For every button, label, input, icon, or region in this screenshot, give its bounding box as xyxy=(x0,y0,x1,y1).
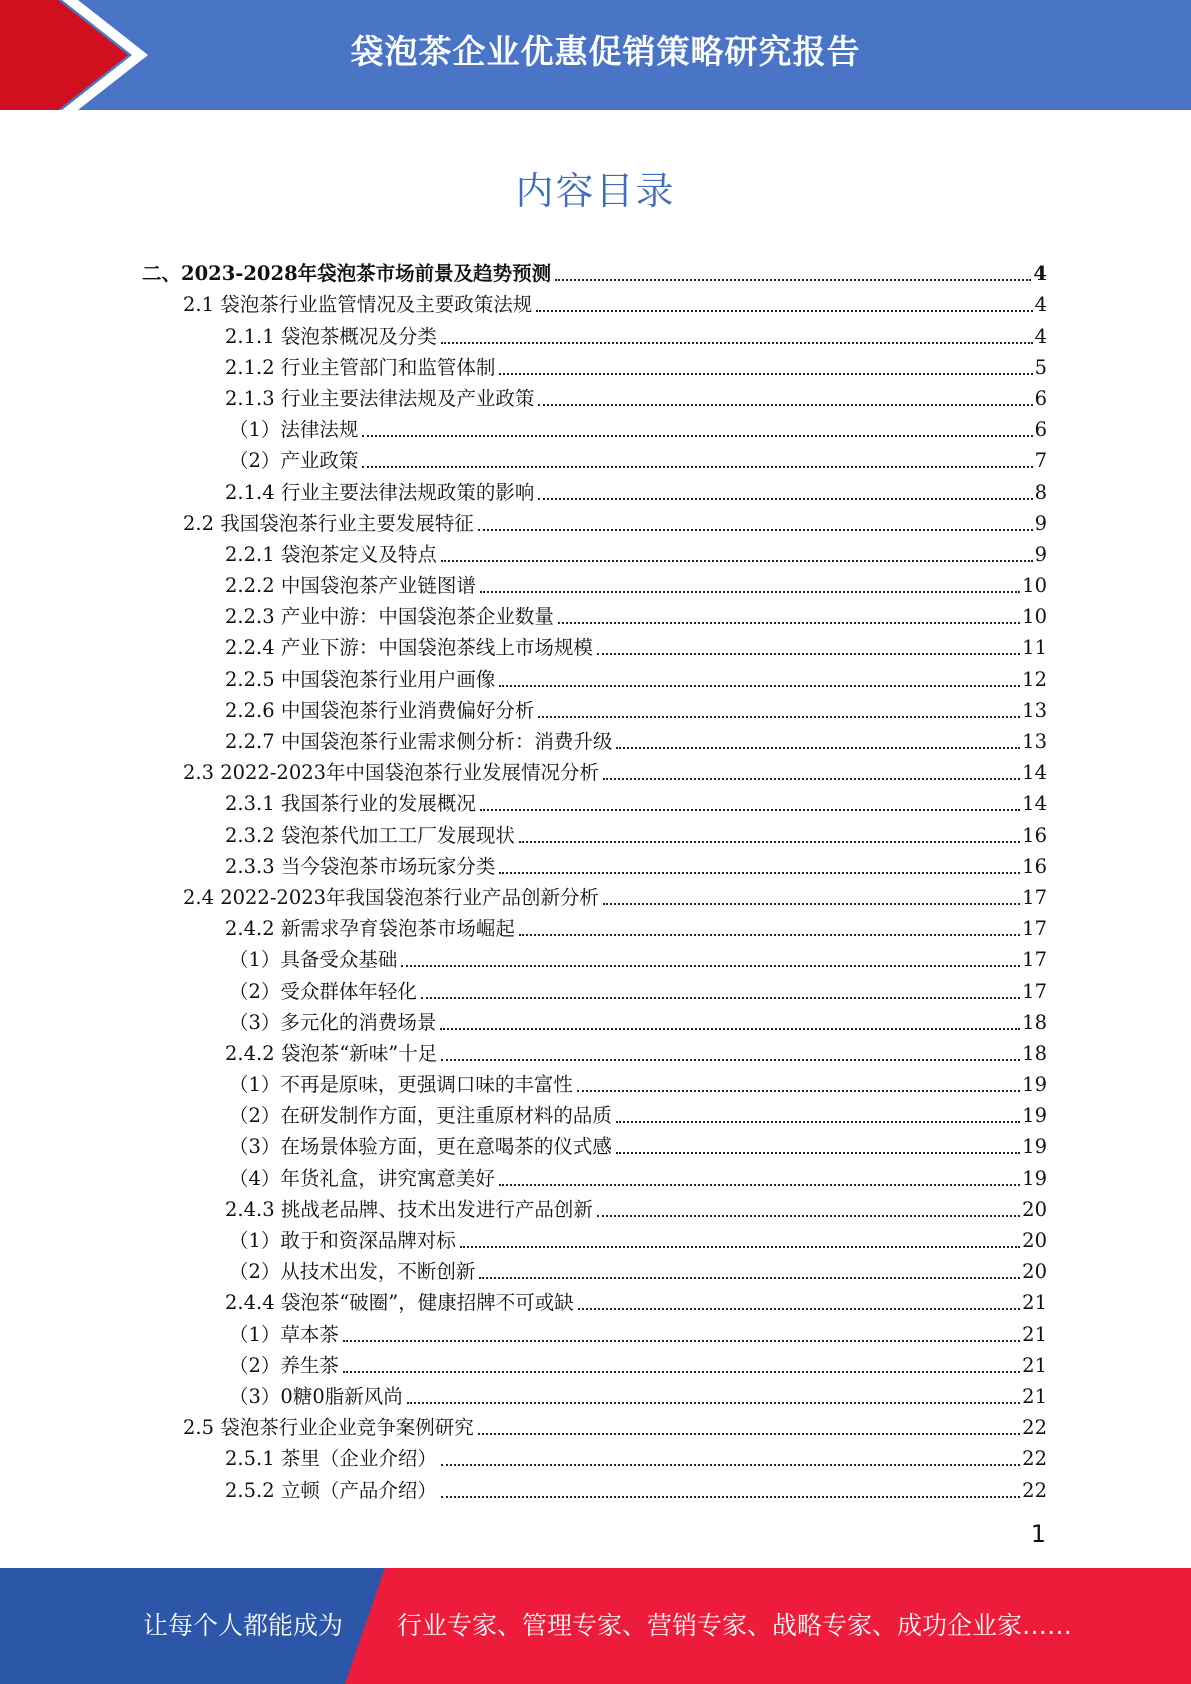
toc-entry-page: 21 xyxy=(1022,1384,1047,1408)
toc-dot-leader xyxy=(362,434,1032,437)
toc-entry[interactable] xyxy=(0,410,1191,441)
toc-dot-leader xyxy=(538,715,1020,718)
toc-dot-leader xyxy=(616,1120,1020,1123)
toc-entry[interactable] xyxy=(0,628,1191,659)
toc-entry-title: 2.2 我国袋泡茶行业主要发展特征 xyxy=(183,511,474,535)
toc-entry[interactable] xyxy=(0,1439,1191,1470)
toc-entry[interactable] xyxy=(0,753,1191,784)
toc-entry-title: 2.3.2 袋泡茶代加工工厂发展现状 xyxy=(225,823,515,847)
table-of-contents xyxy=(0,254,1191,1502)
toc-entry-page: 11 xyxy=(1022,636,1047,660)
toc-dot-leader xyxy=(480,590,1020,593)
toc-entry-page: 18 xyxy=(1022,1010,1047,1034)
toc-entry[interactable] xyxy=(0,1252,1191,1283)
toc-entry-page: 8 xyxy=(1034,480,1047,504)
toc-entry[interactable] xyxy=(0,1065,1191,1096)
toc-entry-title: 2.1.3 行业主要法律法规及产业政策 xyxy=(225,386,535,410)
page-number: 1 xyxy=(1030,1520,1046,1548)
toc-entry-page: 12 xyxy=(1022,667,1047,691)
toc-entry-title: 2.4.2 袋泡茶“新味”十足 xyxy=(225,1041,438,1065)
toc-dot-leader xyxy=(499,684,1020,687)
toc-entry[interactable] xyxy=(0,909,1191,940)
toc-entry[interactable] xyxy=(0,1158,1191,1189)
toc-entry[interactable] xyxy=(0,535,1191,566)
toc-entry[interactable] xyxy=(0,659,1191,690)
toc-entry-page: 13 xyxy=(1022,698,1047,722)
toc-entry-title: 2.5.2 立顿（产品介绍） xyxy=(225,1478,437,1502)
toc-entry-title: 2.3.1 我国茶行业的发展概况 xyxy=(225,792,476,816)
toc-dot-leader xyxy=(480,808,1020,811)
toc-dot-leader xyxy=(441,1463,1020,1466)
toc-entry-title: （3）多元化的消费场景 xyxy=(229,1010,437,1034)
toc-entry-title: 2.4 2022-2023年我国袋泡茶行业产品创新分析 xyxy=(183,885,600,909)
toc-entry-page: 4 xyxy=(1034,324,1047,348)
toc-entry[interactable] xyxy=(0,254,1191,285)
footer-slogan-right: 行业专家、管理专家、营销专家、战略专家、成功企业家…… xyxy=(397,1611,1073,1640)
toc-dot-leader xyxy=(441,1058,1020,1061)
toc-entry[interactable] xyxy=(0,878,1191,909)
toc-entry-title: 2.2.7 中国袋泡茶行业需求侧分析：消费升级 xyxy=(225,730,613,753)
toc-entry-title: 二、2023-2028年袋泡茶市场前景及趋势预测 xyxy=(142,262,552,286)
toc-entry[interactable] xyxy=(0,1034,1191,1065)
toc-entry[interactable] xyxy=(0,441,1191,472)
toc-dot-leader xyxy=(441,559,1033,562)
toc-entry-page: 17 xyxy=(1022,885,1047,909)
toc-dot-leader xyxy=(578,1307,1020,1310)
toc-entry-title: 2.3 2022-2023年中国袋泡茶行业发展情况分析 xyxy=(183,761,600,785)
toc-entry-title: （2）养生茶 xyxy=(229,1353,339,1377)
toc-entry[interactable] xyxy=(0,597,1191,628)
toc-dot-leader xyxy=(407,1401,1020,1404)
toc-dot-leader xyxy=(499,871,1020,874)
toc-entry-page: 9 xyxy=(1034,542,1047,566)
toc-entry-page: 13 xyxy=(1022,730,1047,753)
toc-entry-page: 17 xyxy=(1022,979,1047,1003)
toc-entry-title: （1）具备受众基础 xyxy=(229,948,398,972)
toc-heading: 内容目录 xyxy=(515,169,676,213)
toc-entry-title: 2.4.4 袋泡茶“破圈”，健康招牌不可或缺 xyxy=(225,1291,574,1315)
toc-entry-title: 2.3.3 当今袋泡茶市场玩家分类 xyxy=(225,854,496,878)
toc-entry-page: 14 xyxy=(1022,761,1047,785)
toc-entry-title: 2.2.5 中国袋泡茶行业用户画像 xyxy=(225,667,496,691)
toc-entry-page: 16 xyxy=(1022,854,1047,878)
toc-entry-title: （1）敢于和资深品牌对标 xyxy=(229,1229,456,1252)
toc-entry-title: （2）受众群体年轻化 xyxy=(229,979,417,1003)
toc-entry-page: 20 xyxy=(1022,1197,1047,1221)
toc-entry-page: 22 xyxy=(1022,1447,1047,1471)
toc-dot-leader xyxy=(603,777,1020,780)
toc-entry[interactable] xyxy=(0,940,1191,971)
toc-entry[interactable] xyxy=(0,691,1191,722)
toc-entry-title: 2.5 袋泡茶行业企业竞争案例研究 xyxy=(183,1416,474,1440)
toc-entry[interactable] xyxy=(0,1003,1191,1034)
toc-entry-title: （2）从技术出发，不断创新 xyxy=(229,1260,476,1284)
toc-dot-leader xyxy=(536,309,1032,312)
toc-entry[interactable] xyxy=(0,1190,1191,1221)
toc-entry-title: （2）产业政策 xyxy=(229,449,359,473)
toc-entry[interactable] xyxy=(0,1127,1191,1158)
toc-dot-leader xyxy=(421,996,1020,999)
toc-entry-title: 2.2.4 产业下游：中国袋泡茶线上市场规模 xyxy=(225,636,593,660)
toc-entry-title: （1）法律法规 xyxy=(229,418,359,442)
toc-entry[interactable] xyxy=(0,504,1191,535)
header-banner xyxy=(0,0,1191,110)
toc-entry-title: （1）草本茶 xyxy=(229,1322,339,1346)
toc-entry[interactable] xyxy=(0,472,1191,503)
toc-entry-page: 6 xyxy=(1034,386,1047,410)
toc-dot-leader xyxy=(555,278,1031,281)
toc-entry[interactable] xyxy=(0,1096,1191,1127)
toc-entry-title: 2.5.1 茶里（企业介绍） xyxy=(225,1447,437,1471)
toc-entry-page: 22 xyxy=(1022,1416,1047,1440)
toc-entry-page: 16 xyxy=(1022,823,1047,847)
toc-entry-title: 2.1 袋泡茶行业监管情况及主要政策法规 xyxy=(183,293,533,317)
toc-entry-page: 6 xyxy=(1034,418,1047,442)
toc-dot-leader xyxy=(538,497,1032,500)
toc-entry[interactable] xyxy=(0,1283,1191,1314)
toc-entry-title: 2.2.1 袋泡茶定义及特点 xyxy=(225,542,437,566)
toc-dot-leader xyxy=(597,1214,1020,1217)
toc-dot-leader xyxy=(479,1276,1020,1279)
toc-dot-leader xyxy=(499,1183,1020,1186)
toc-entry-page: 19 xyxy=(1022,1135,1047,1159)
toc-entry-title: 2.4.3 挑战老品牌、技术出发进行产品创新 xyxy=(225,1197,593,1221)
toc-entry-page: 4 xyxy=(1033,262,1047,286)
toc-dot-leader xyxy=(597,652,1020,655)
toc-entry-title: （3）在场景体验方面，更在意喝茶的仪式感 xyxy=(229,1135,612,1159)
toc-entry-title: 2.2.6 中国袋泡茶行业消费偏好分析 xyxy=(225,698,535,722)
toc-dot-leader xyxy=(401,964,1020,967)
toc-entry[interactable] xyxy=(0,1221,1191,1252)
toc-entry-page: 18 xyxy=(1022,1041,1047,1065)
toc-entry[interactable] xyxy=(0,285,1191,316)
toc-entry-title: （3）0糖0脂新风尚 xyxy=(229,1384,403,1408)
toc-dot-leader xyxy=(478,528,1033,531)
toc-dot-leader xyxy=(440,1027,1020,1030)
toc-dot-leader xyxy=(499,372,1032,375)
toc-dot-leader xyxy=(519,840,1020,843)
toc-dot-leader xyxy=(441,1495,1020,1498)
toc-entry-title: 2.1.2 行业主管部门和监管体制 xyxy=(225,355,496,379)
toc-entry-title: （4）年货礼盒，讲究寓意美好 xyxy=(229,1166,495,1190)
toc-dot-leader xyxy=(362,465,1032,468)
footer-banner xyxy=(0,1568,1191,1684)
toc-entry-page: 10 xyxy=(1022,574,1047,598)
toc-entry-page: 5 xyxy=(1034,355,1047,379)
toc-entry[interactable] xyxy=(0,1377,1191,1408)
toc-entry[interactable] xyxy=(0,815,1191,846)
toc-entry-title: （2）在研发制作方面，更注重原材料的品质 xyxy=(229,1104,612,1128)
toc-dot-leader xyxy=(343,1339,1020,1342)
toc-entry-title: （1）不再是原味，更强调口味的丰富性 xyxy=(229,1073,573,1097)
toc-dot-leader xyxy=(538,403,1032,406)
toc-entry-title: 2.1.4 行业主要法律法规政策的影响 xyxy=(225,480,535,504)
toc-entry-page: 21 xyxy=(1022,1291,1047,1315)
toc-entry-page: 9 xyxy=(1034,511,1047,535)
toc-entry-title: 2.1.1 袋泡茶概况及分类 xyxy=(225,324,437,348)
toc-dot-leader xyxy=(441,341,1033,344)
toc-entry-page: 21 xyxy=(1022,1353,1047,1377)
toc-entry[interactable] xyxy=(0,316,1191,347)
toc-entry[interactable] xyxy=(0,847,1191,878)
toc-entry[interactable] xyxy=(0,1346,1191,1377)
toc-dot-leader xyxy=(603,902,1020,905)
toc-entry[interactable] xyxy=(0,1408,1191,1439)
toc-dot-leader xyxy=(519,933,1020,936)
toc-entry-page: 17 xyxy=(1022,917,1047,941)
toc-dot-leader xyxy=(460,1245,1020,1248)
toc-entry-page: 19 xyxy=(1022,1104,1047,1128)
toc-dot-leader xyxy=(478,1432,1020,1435)
toc-dot-leader xyxy=(343,1370,1020,1373)
toc-entry-page: 4 xyxy=(1034,293,1047,317)
toc-entry[interactable] xyxy=(0,1314,1191,1345)
toc-dot-leader xyxy=(616,746,1020,749)
toc-entry-page: 17 xyxy=(1022,948,1047,972)
toc-entry-page: 20 xyxy=(1022,1260,1047,1284)
toc-entry[interactable] xyxy=(0,784,1191,815)
toc-dot-leader xyxy=(558,621,1020,624)
toc-dot-leader xyxy=(577,1089,1020,1092)
toc-entry[interactable] xyxy=(0,722,1191,753)
toc-entry[interactable] xyxy=(0,348,1191,379)
toc-entry-page: 10 xyxy=(1022,605,1047,629)
toc-entry-title: 2.2.3 产业中游：中国袋泡茶企业数量 xyxy=(225,605,554,629)
toc-entry[interactable] xyxy=(0,566,1191,597)
toc-entry-title: 2.4.2 新需求孕育袋泡茶市场崛起 xyxy=(225,917,515,941)
toc-entry-page: 20 xyxy=(1022,1229,1047,1252)
toc-entry-page: 7 xyxy=(1034,449,1047,473)
toc-entry[interactable] xyxy=(0,379,1191,410)
toc-dot-leader xyxy=(616,1151,1020,1154)
toc-entry-page: 14 xyxy=(1022,792,1047,816)
toc-entry-page: 21 xyxy=(1022,1322,1047,1346)
footer-slogan-left: 让每个人都能成为 xyxy=(143,1611,344,1640)
toc-entry-page: 19 xyxy=(1022,1166,1047,1190)
report-title: 袋泡茶企业优惠促销策略研究报告 xyxy=(350,32,861,71)
toc-entry-page: 22 xyxy=(1022,1478,1047,1502)
toc-entry[interactable] xyxy=(0,971,1191,1002)
toc-entry-title: 2.2.2 中国袋泡茶产业链图谱 xyxy=(225,574,476,598)
toc-entry[interactable] xyxy=(0,1470,1191,1501)
toc-entry-page: 19 xyxy=(1022,1073,1047,1097)
